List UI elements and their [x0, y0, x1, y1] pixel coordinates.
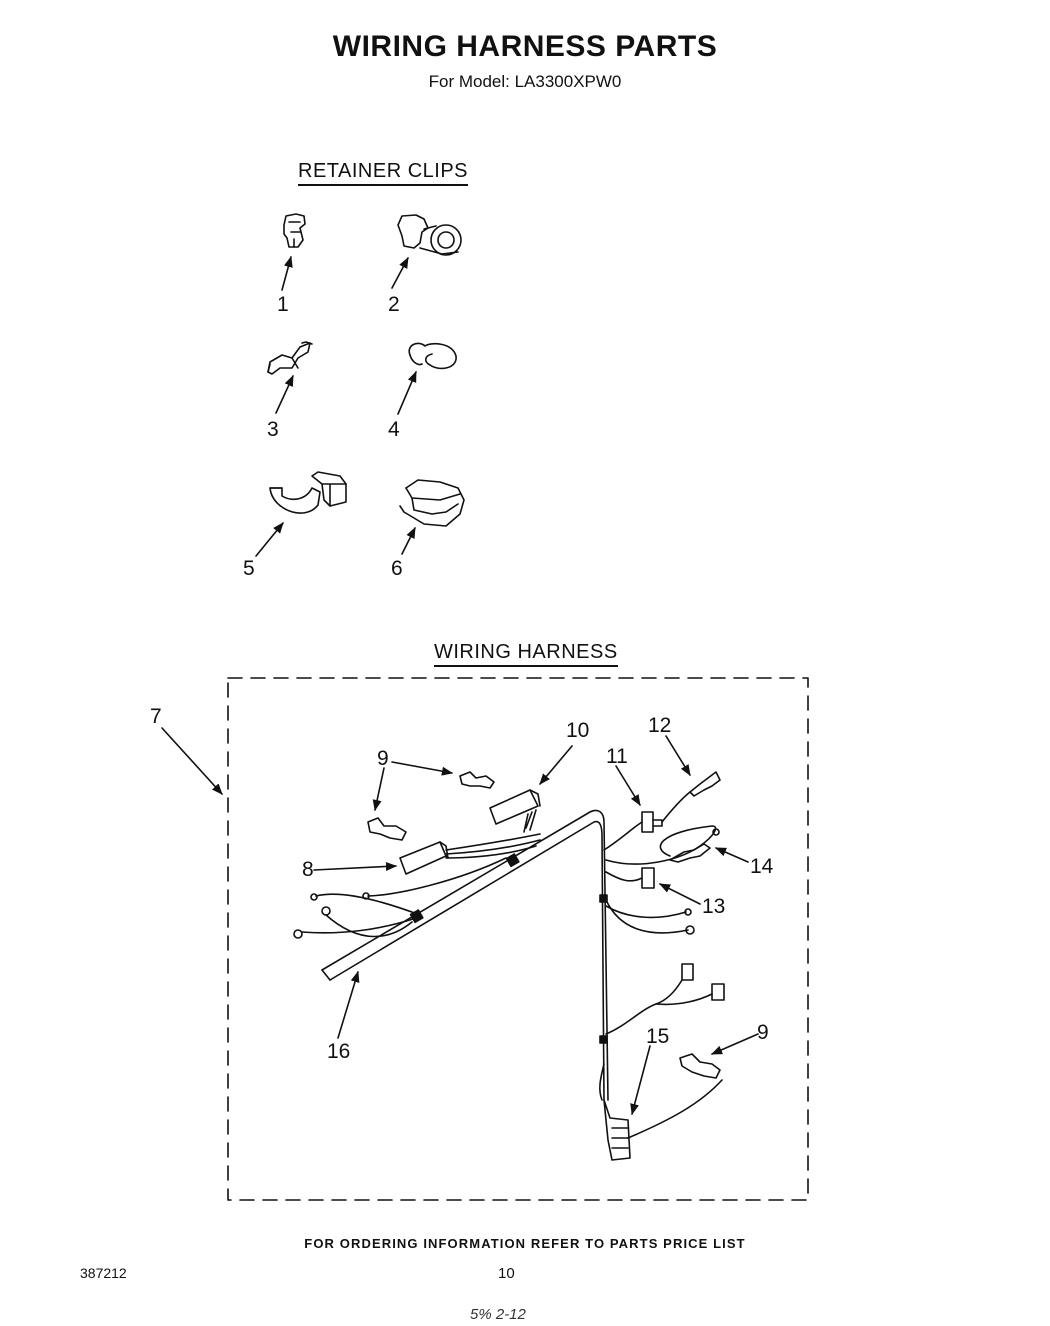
callout-14: 14 — [750, 855, 774, 878]
harness-boundary — [228, 678, 808, 1200]
callout-3: 3 — [267, 418, 279, 441]
retainer-clip-3 — [268, 342, 312, 374]
retainer-clip-4 — [409, 343, 456, 368]
callout-8: 8 — [302, 858, 314, 881]
connector-10 — [490, 790, 540, 832]
callout-4: 4 — [388, 418, 400, 441]
callout-9-upper: 9 — [377, 747, 389, 770]
retainer-clip-1 — [284, 214, 305, 247]
callout-13: 13 — [702, 895, 726, 918]
callout-15: 15 — [646, 1025, 670, 1048]
model-subtitle: For Model: LA3300XPW0 — [428, 72, 622, 91]
wiring-harness-heading: WIRING HARNESS — [434, 641, 618, 667]
retainer-clip-2 — [398, 215, 461, 255]
callout-5: 5 — [243, 557, 255, 580]
callout-12: 12 — [648, 714, 672, 737]
callout-2: 2 — [388, 293, 400, 316]
page-title: WIRING HARNESS PARTS — [332, 30, 718, 63]
page-number: 10 — [498, 1265, 515, 1282]
callout-16: 16 — [327, 1040, 351, 1063]
callout-6: 6 — [391, 557, 403, 580]
terminal-9-upper-right — [460, 772, 494, 788]
right-branch-wires — [600, 772, 724, 1160]
retainer-clip-6 — [400, 480, 464, 526]
callout-10: 10 — [566, 719, 590, 742]
document-number: 387212 — [80, 1265, 127, 1281]
callout-9-lower: 9 — [757, 1021, 769, 1044]
terminal-9-upper-left — [368, 818, 406, 840]
callout-11: 11 — [606, 745, 628, 768]
ordering-note: FOR ORDERING INFORMATION REFER TO PARTS PRICE LIST — [304, 1236, 746, 1251]
handwritten-note: 5% 2-12 — [470, 1306, 526, 1323]
retainer-clips-heading: RETAINER CLIPS — [298, 160, 468, 186]
retainer-clip-5 — [270, 472, 346, 513]
main-harness-bundle — [322, 810, 608, 1100]
callout-1: 1 — [277, 293, 289, 316]
terminal-9-lower — [680, 1054, 720, 1078]
callout-7: 7 — [150, 705, 162, 728]
